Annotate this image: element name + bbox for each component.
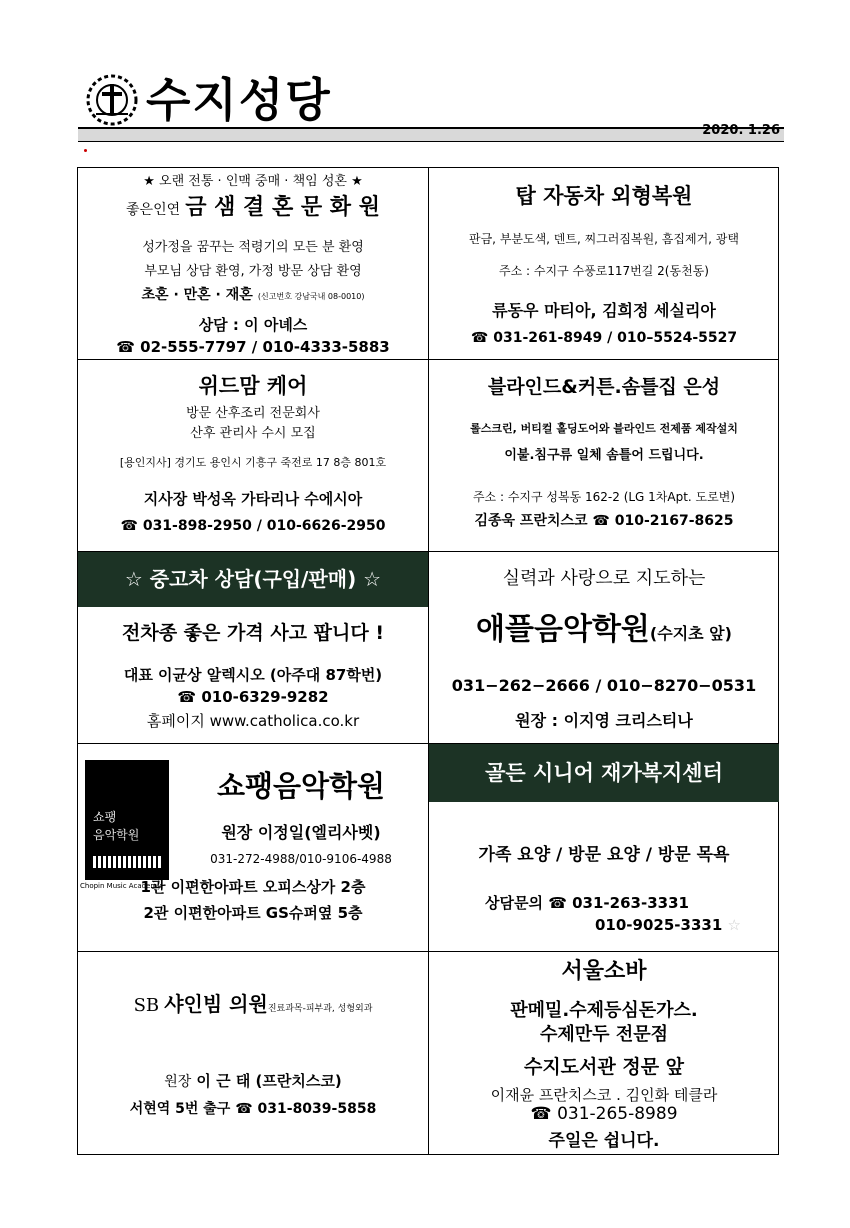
soba-phone: 031-265-8989 [557,1104,678,1124]
used-car-owner: 대표 이균상 알렉시오 (아주대 87학번) [123,666,383,684]
soba-closed: 주일은 쉽니다. [548,1131,660,1151]
shinebeam-director: 이 근 태 (프란치스코) [196,1072,342,1090]
phone-icon: ☎ [120,518,138,534]
issue-date: 2020. 1.26 [702,123,780,138]
widream-manager: 지사장 박성옥 가타리나 수에시아 [143,490,363,508]
shinebeam-departments: 진료과목-피부과, 성형외과 [267,1004,373,1014]
ad-chopin [78,744,429,952]
red-dot [84,149,87,152]
phone-icon: ☎ [592,513,610,529]
blinds-owner: 김종욱 프란치스코 [474,513,588,529]
ad-blinds [429,360,779,552]
auto-phone: 031-261-8949 / 010–5524-5527 [493,330,738,346]
ad-auto-body [429,168,779,360]
wedding-line1: 성가정을 꿈꾸는 적령기의 모든 분 환영 [142,240,364,255]
chopin-logo [85,760,169,880]
chopin-logo-en: Chopin Music Academy [80,882,162,890]
widream-phone: 031-898-2950 / 010-6626-2950 [142,518,386,534]
chopin-name: 쇼팽음악학원 [216,769,386,803]
soba-location: 수지도서관 정문 앞 [523,1056,685,1078]
ad-apple-music [429,552,779,744]
apple-phone: 031−262−2666 / 010−8270−0531 [451,676,757,695]
golden-phone1: 031-263-3331 [572,894,689,912]
golden-phone2: 010-9025-3331 [595,916,723,934]
blinds-name: 블라인드&커튼.솜틀집 은성 [487,376,721,398]
homepage-label: 홈페이지 [146,712,205,730]
blinds-line2: 이불.침구류 일체 솜틀어 드립니다. [504,448,704,463]
used-car-phone: 010-6329-9282 [201,688,329,706]
wedding-brand-prefix: 좋은인연 [126,202,181,218]
star-icon: ☆ [727,916,741,934]
wedding-reg: (신고번호 강남국내 08-0010) [257,292,365,301]
soba-name: 서울소바 [561,959,647,984]
ad-widream [78,360,429,552]
widream-line2: 산후 관리사 수시 모집 [190,426,316,441]
shinebeam-location: 서현역 5번 출구 [129,1101,231,1117]
chopin-branch2: 2관 이편한아파트 GS슈퍼옆 5층 [143,904,363,922]
widream-address: [용인지사] 경기도 용인시 기흥구 죽전로 17 8층 801호 [119,456,387,469]
used-car-headline: 전차종 좋은 가격 사고 팝니다 ! [122,622,384,644]
phone-icon: ☎ [470,330,489,346]
wedding-name: 금 샘 결 혼 문 화 원 [185,195,380,220]
ad-seoul-soba [429,952,779,1154]
chopin-director: 원장 이정일(엘리사벳) [221,823,381,842]
shinebeam-name: 샤인빔 의원 [164,992,268,1016]
phone-icon: ☎ [235,1101,253,1117]
wedding-tagline: ★ 오랜 전통 · 인맥 중매 · 책임 성혼 ★ [143,174,363,189]
chopin-phone: 031-272-4988/010-9106-4988 [210,852,392,866]
shinebeam-director-label: 원장 [164,1074,192,1090]
auto-owners: 류동우 마티아, 김희정 세실리아 [492,301,716,320]
soba-line1: 판메밀.수제등심돈가스. [510,1000,698,1021]
ad-wedding [78,168,429,360]
wedding-contact: 상담 : 이 아녜스 [198,316,308,334]
ad-shinebeam [78,952,429,1154]
homepage-link[interactable]: www.catholica.co.kr [209,712,360,730]
wedding-phone: 02-555-7797 / 010-4333-5883 [140,338,390,356]
widream-name: 위드맘 케어 [198,374,308,398]
used-car-banner: ☆ 중고차 상담(구입/판매) ☆ [78,552,428,607]
widream-line1: 방문 산후조리 전문회사 [186,406,320,421]
apple-location: (수지초 앞) [649,624,732,643]
cross-logo-icon [86,74,138,126]
ad-golden-senior [429,744,779,952]
auto-address: 주소 : 수지구 수풍로117번길 2(동천동) [499,264,709,278]
phone-icon: ☎ [177,688,197,706]
shinebeam-phone: 031-8039-5858 [257,1101,377,1117]
wedding-kinds: 초혼 · 만혼 · 재혼 [141,287,253,303]
apple-director: 원장 : 이지영 크리스티나 [515,711,693,730]
header-rule [78,127,784,142]
blinds-phone: 010-2167-8625 [614,513,734,529]
apple-tagline: 실력과 사랑으로 지도하는 [502,568,706,589]
golden-banner: 골든 시니어 재가복지센터 [429,744,779,802]
apple-name: 애플음악학원 [476,612,650,647]
blinds-line1: 롤스크린, 버티컬 홀딩도어와 블라인드 전제품 제작설치 [470,422,738,435]
phone-icon: ☎ [530,1104,552,1124]
chopin-logo-line2: 음악학원 [93,828,140,842]
chopin-logo-line1: 쇼팽 [93,810,117,824]
piano-keys-icon [93,856,161,868]
golden-contact-label: 상담문의 [485,894,543,912]
phone-icon: ☎ [116,338,135,356]
chopin-branch1: 1관 이편한아파트 오피스상가 2층 [140,878,366,896]
soba-line2: 수제만두 전문점 [540,1024,668,1045]
shinebeam-logo-icon: SB [133,995,160,1016]
auto-name: 탑 자동차 외형복원 [515,184,693,208]
blinds-address: 주소 : 수지구 성복동 162-2 (LG 1차Apt. 도로변) [472,490,736,504]
ad-used-car [78,552,429,744]
ad-grid [77,167,779,1155]
phone-icon: ☎ [548,894,567,912]
page-title: 수지성당 [146,73,332,127]
soba-owners: 이재윤 프란치스코 . 김인화 테클라 [490,1086,718,1104]
wedding-line2: 부모님 상담 환영, 가정 방문 상담 환영 [144,264,362,279]
auto-services: 판금, 부분도색, 덴트, 찌그러짐복원, 흠집제거, 광택 [469,232,739,246]
golden-services: 가족 요양 / 방문 요양 / 방문 목욕 [478,845,730,865]
